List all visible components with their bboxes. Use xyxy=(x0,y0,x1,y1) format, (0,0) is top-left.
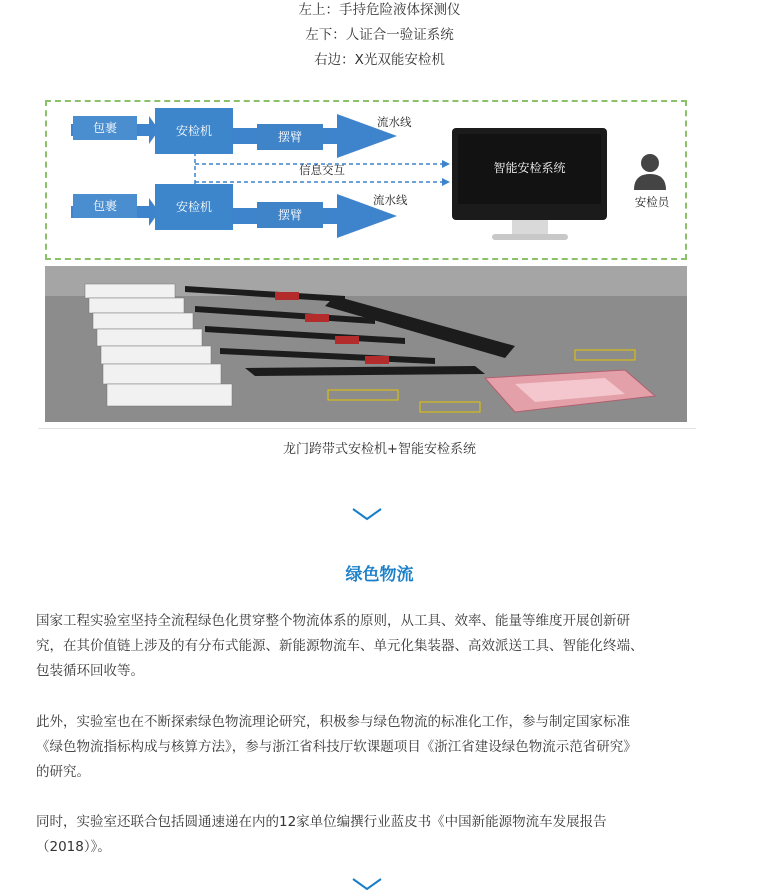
paragraph-line: 此外，实验室也在不断探索绿色物流理论研究，积极参与绿色物流的标准化工作，参与制定国家标准 xyxy=(36,714,630,730)
flow-label-1: 流水线 xyxy=(377,115,412,129)
caption-line-right: 右边：X光双能安检机 xyxy=(314,52,445,68)
caption-line-top-left: 左上：手持危险液体探测仪 xyxy=(298,2,461,18)
caption-divider xyxy=(38,428,696,429)
package-box-2: 包裹 xyxy=(73,194,137,218)
section-title: 绿色物流 xyxy=(345,565,414,585)
system-screen-label: 智能安检系统 xyxy=(458,134,601,204)
package-box-1: 包裹 xyxy=(73,116,137,140)
flow-label-2: 流水线 xyxy=(373,193,408,207)
security-flow-diagram xyxy=(45,100,687,260)
paragraph-2 xyxy=(36,710,726,785)
paragraph-line: 究，在其价值链上涉及的有分布式能源、新能源物流车、单元化集装器、高效派送工具、智能化终端、 xyxy=(36,638,644,654)
inspector-label: 安检员 xyxy=(634,195,670,209)
info-exchange-label: 信息交互 xyxy=(299,163,345,177)
paragraph-line: 包装循环回收等。 xyxy=(36,663,144,679)
paragraph-1 xyxy=(36,609,726,684)
monitor-base xyxy=(492,234,568,240)
warehouse-render-image xyxy=(45,266,687,422)
paragraph-3 xyxy=(36,810,726,860)
chevron-down-icon xyxy=(351,506,383,522)
paragraph-line: 国家工程实验室坚持全流程绿色化贯穿整个物流体系的原则，从工具、效率、能量等维度开展创新研 xyxy=(36,613,630,629)
paragraph-line: 同时，实验室还联合包括圆通速递在内的12家单位编撰行业蓝皮书《中国新能源物流车发展报告 xyxy=(36,814,607,830)
paragraph-line: （2018）》。 xyxy=(36,839,111,855)
person-icon xyxy=(630,152,670,192)
scanner-box-1: 安检机 xyxy=(155,108,233,154)
gantry-scanner-photo xyxy=(45,266,687,422)
inspector xyxy=(630,152,670,212)
caption-line-bottom-left: 左下：人证合一验证系统 xyxy=(305,27,454,43)
arm-box-1: 摆臂 xyxy=(257,124,323,150)
scanner-box-2: 安检机 xyxy=(155,184,233,230)
arm-box-2: 摆臂 xyxy=(257,202,323,228)
paragraph-line: 《绿色物流指标构成与核算方法》，参与浙江省科技厅软课题项目《浙江省建设绿色物流示范省研究》 xyxy=(36,739,637,755)
paragraph-line: 的研究。 xyxy=(36,764,90,780)
monitor xyxy=(452,128,607,220)
photo-caption: 龙门跨带式安检机+智能安检系统 xyxy=(283,442,476,457)
info-arrowhead-bottom xyxy=(442,178,450,186)
photo-description-lines xyxy=(0,0,759,73)
info-arrowhead-top xyxy=(442,160,450,168)
chevron-down-icon xyxy=(351,876,383,892)
